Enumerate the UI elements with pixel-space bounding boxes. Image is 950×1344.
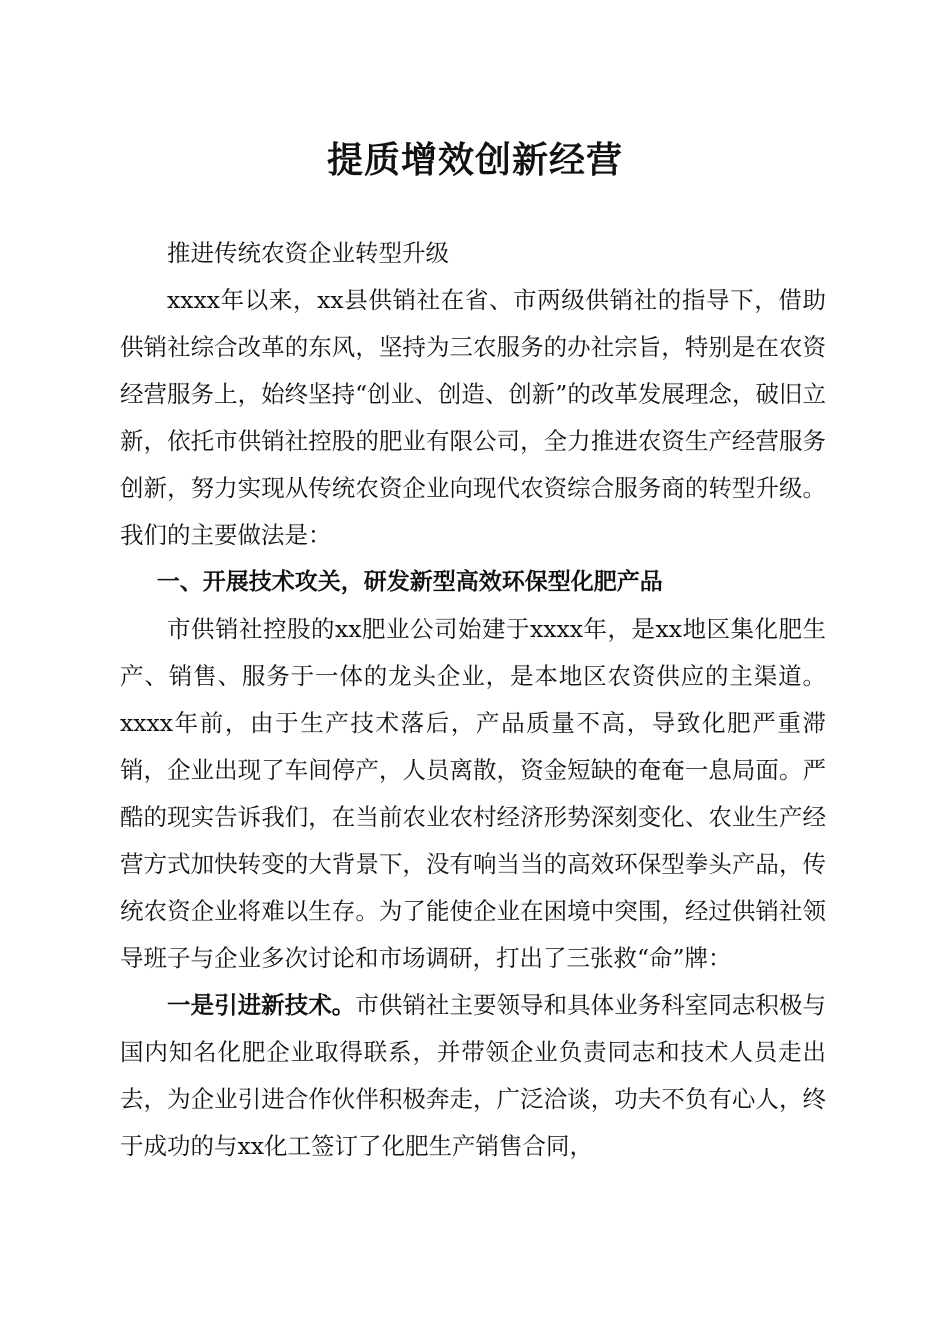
document-body (120, 230, 826, 1170)
point-1-text: 市供销社主要领导和具体业务科室同志积极与国内知名化肥企业取得联系，并带领企业负责同志和技术人员走出去，为企业引进合作伙伴积极奔走，广泛洽谈，功夫不负有心人，终于成功的与xx化工签订了化肥生产销售合同， (120, 991, 826, 1160)
section-heading-1: 一、开展技术攻关，研发新型高效环保型化肥产品 (156, 569, 663, 595)
intro-paragraph: xxxx年以来，xx县供销社在省、市两级供销社的指导下，借助供销社综合改革的东风，坚持为三农服务的办社宗旨，特别是在农资经营服务上，始终坚持“创业、创造、创新”的改革发展理念，破旧立新，依托市供销社控股的肥业有限公司，全力推进农资生产经营服务创新，努力实现从传统农资企业向现代农资综合服务商的转型升级。我们的主要做法是： (120, 286, 826, 549)
subtitle-paragraph: 推进传统农资企业转型升级 (167, 239, 449, 267)
point-1-paragraph (120, 982, 826, 1170)
point-1-lead: 一是引进新技术。 (167, 991, 356, 1019)
section-1-paragraph: 市供销社控股的xx肥业公司始建于xxxx年，是xx地区集化肥生产、销售、服务于一体的龙头企业，是本地区农资供应的主渠道。xxxx年前，由于生产技术落后，产品质量不高，导致化肥严重滞销，企业出现了车间停产，人员离散，资金短缺的奄奄一息局面。严酷的现实告诉我们，在当前农业农村经济形势深刻变化、农业生产经营方式加快转变的大背景下，没有响当当的高效环保型拳头产品，传统农资企业将难以生存。为了能使企业在困境中突围，经过供销社领导班子与企业多次讨论和市场调研，打出了三张救“命”牌： (120, 615, 826, 972)
document-title: 提质增效创新经营 (326, 139, 623, 181)
